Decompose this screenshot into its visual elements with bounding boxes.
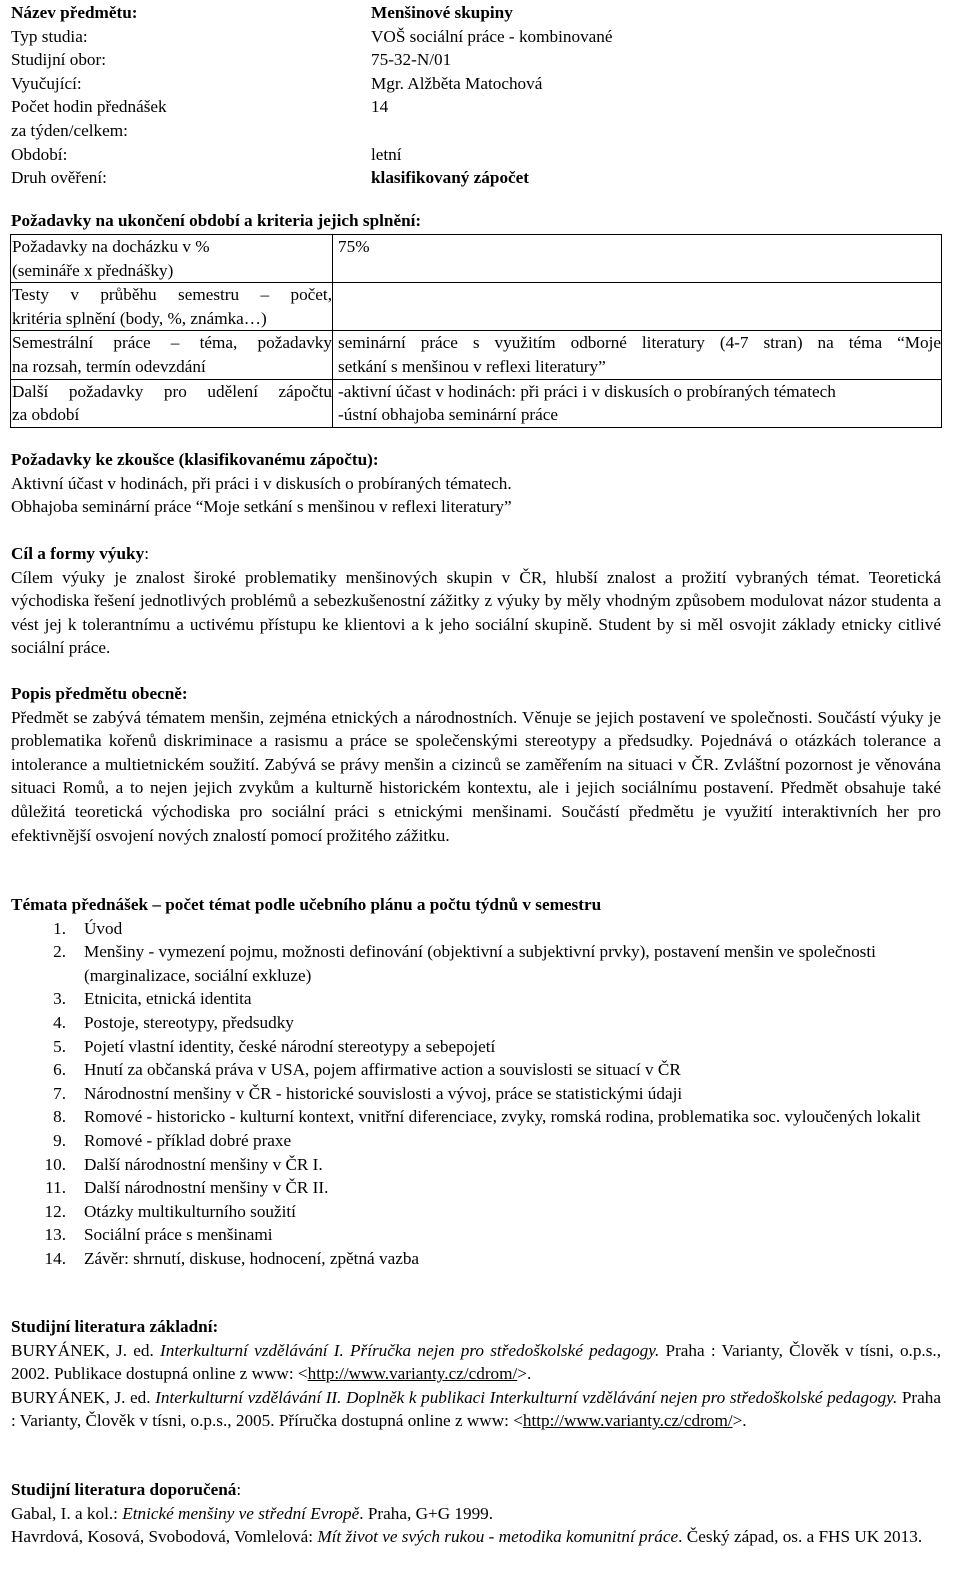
requirements-table	[10, 234, 942, 428]
table-cell-value	[333, 331, 942, 379]
cell-line: Semestrální práce – téma, požadavky	[12, 333, 332, 353]
header-value: VOŠ sociální práce - kombinované	[371, 26, 613, 46]
reference-author: BURYÁNEK, J. ed.	[11, 1340, 161, 1360]
reference	[11, 1502, 941, 1526]
table-cell-label	[11, 235, 333, 283]
header-label: Počet hodin přednášek	[11, 97, 167, 117]
reference-publisher: Praha : Varianty, Člověk v tísni, o.p.s., 2005. Příručka dostupná online z www: <	[11, 1387, 942, 1431]
list-item	[11, 1176, 941, 1200]
list-item	[11, 1153, 941, 1177]
list-item	[11, 1129, 941, 1153]
goal-text: Cílem výuky je znalost široké problematiky menšinových skupin v ČR, hlubší znalost a prožití vybraných témat. Teoretická východiska řešení jednotlivých problémů a sebezkušenostní zážitky z výuky by měly vhodným způsobem modulovat názor studenta a vést jej k tolerantnímu a uctivému přístupu ke klientovi a k jeho sociální skupině. Student by si měl osvojit základy etnicky citlivé sociální práce.	[11, 567, 941, 658]
exam-line: Aktivní účast v hodinách, při práci i v diskusích o probíraných tématech.	[11, 473, 512, 493]
header-value: Menšinové skupiny	[371, 3, 513, 22]
list-number: 2.	[53, 942, 66, 962]
list-text: Úvod	[84, 918, 123, 938]
table-cell-label	[11, 379, 333, 427]
goal-title: Cíl a formy výuky	[11, 544, 145, 563]
goal-colon: :	[144, 544, 149, 563]
reference-author: BURYÁNEK, J. ed.	[11, 1387, 156, 1407]
list-item	[11, 917, 941, 941]
header-label: Druh ověření:	[11, 168, 107, 188]
reference-title: Interkulturní vzdělávání II. Doplněk k publikaci Interkulturní vzdělávání nejen pro středoškolské pedagogy.	[155, 1387, 898, 1407]
course-header	[11, 1, 941, 190]
list-number: 6.	[53, 1060, 66, 1080]
list-number: 12.	[44, 1201, 66, 1221]
list-item	[11, 1035, 941, 1059]
header-label: Studijní obor:	[11, 50, 107, 70]
table-cell-label	[11, 331, 333, 379]
list-number: 5.	[53, 1036, 66, 1056]
list-text: Menšiny - vymezení pojmu, možnosti definování (objektivní a subjektivní prvky), postavení menšin ve společnosti (marginalizace, sociální exkluze)	[84, 942, 876, 985]
recommended-literature-title: Studijní literatura doporučená	[11, 1480, 237, 1499]
list-number: 8.	[53, 1107, 66, 1127]
exam-section	[11, 448, 941, 519]
list-item	[11, 1223, 941, 1247]
header-label: Vyučující:	[11, 73, 82, 93]
list-item	[11, 1105, 941, 1129]
description-text: Předmět se zabývá tématem menšin, zejména etnických a národnostních. Věnuje se jejich postavení ve společnosti. Součástí výuky je problematika kořenů diskriminace a rasismu a práce se společenskými stereotypy a předsudky. Pojednává o otázkách tolerance a intolerance a multietnickém soužití. Zabývá se právy menšin a cizinců se zaměřením na situaci v ČR. Zvláštní pozornost je věnována situaci Romů, a to nejen jejich zvykům a kulturně historickém kontextu, ale i jejich sociálnímu postavení. Předmět obsahuje také důležitá teoretická východiska pro sociální práci s etnickými menšinami. Součástí předmětu je využití interaktivních her pro efektivnější osvojení nových znalostí pomocí prožitého zážitku.	[11, 707, 941, 845]
list-item	[11, 1082, 941, 1106]
topics-section	[11, 893, 941, 1271]
reference	[11, 1525, 941, 1549]
cell-line: -aktivní účast v hodinách: při práci i v diskusích o probíraných tématech	[338, 381, 836, 401]
header-row	[11, 166, 941, 190]
list-text: Romové - historicko - kulturní kontext, vnitřní diferenciace, zvyky, romská rodina, problematika soc. vyloučených lokalit	[84, 1107, 921, 1127]
reference-author: Gabal, I. a kol.:	[11, 1503, 123, 1523]
cell-line: setkání s menšinou v reflexi literatury”	[338, 356, 606, 376]
table-row	[11, 331, 942, 379]
cell-line: (semináře x přednášky)	[12, 260, 174, 280]
list-text: Další národnostní menšiny v ČR I.	[84, 1154, 323, 1174]
header-row	[11, 119, 941, 143]
header-value: letní	[371, 144, 402, 164]
list-number: 14.	[44, 1248, 66, 1268]
list-number: 1.	[53, 918, 66, 938]
list-text: Romové - příklad dobré praxe	[84, 1130, 292, 1150]
reference-link[interactable]: http://www.varianty.cz/cdrom/	[522, 1411, 733, 1431]
table-cell-label	[11, 283, 333, 331]
list-text: Závěr: shrnutí, diskuse, hodnocení, zpětná vazba	[84, 1248, 420, 1268]
reference-publisher: Praha : Varianty, Člověk v tísni, o.p.s., 2002. Publikace dostupná online z www: <	[11, 1340, 942, 1384]
reference	[11, 1386, 941, 1433]
description-section	[11, 682, 941, 847]
list-number: 7.	[53, 1083, 66, 1103]
list-text: Otázky multikulturního soužití	[84, 1201, 296, 1221]
table-cell-value	[333, 235, 942, 283]
table-row	[11, 379, 942, 427]
reference-title: Etnické menšiny ve střední Evropě	[122, 1503, 360, 1523]
reference-author: Havrdová, Kosová, Svobodová, Vomlelová:	[11, 1527, 318, 1547]
reference-title: Interkulturní vzdělávání I. Příručka nejen pro středoškolské pedagogy.	[160, 1340, 660, 1360]
list-number: 11.	[45, 1178, 66, 1198]
list-text: Hnutí za občanská práva v USA, pojem affirmative action a souvislosti se situací v ČR	[84, 1060, 681, 1080]
exam-title: Požadavky ke zkoušce (klasifikovanému zápočtu):	[11, 450, 379, 469]
list-number: 10.	[44, 1154, 66, 1174]
reference-publisher: . Český západ, os. a FHS UK 2013.	[678, 1527, 923, 1547]
topics-list	[11, 917, 941, 1271]
recommended-literature-heading	[11, 1478, 941, 1502]
header-label: Název předmětu:	[11, 3, 138, 22]
list-number: 4.	[53, 1012, 66, 1032]
cell-line: kritéria splnění (body, %, známka…)	[12, 308, 267, 328]
header-value: Mgr. Alžběta Matochová	[371, 73, 543, 93]
header-label: Typ studia:	[11, 26, 88, 46]
list-text: Etnicita, etnická identita	[84, 989, 252, 1009]
cell-line: -ústní obhajoba seminární práce	[338, 405, 559, 425]
reference-publisher: . Praha, G+G 1999.	[359, 1503, 494, 1523]
header-row	[11, 95, 941, 119]
header-row	[11, 25, 941, 49]
exam-line: Obhajoba seminární práce “Moje setkání s menšinou v reflexi literatury”	[11, 497, 512, 517]
list-text: Pojetí vlastní identity, české národní stereotypy a sebepojetí	[84, 1036, 496, 1056]
cell-line: na rozsah, termín odevzdání	[12, 356, 206, 376]
header-value: 14	[371, 97, 389, 117]
topics-title: Témata přednášek – počet témat podle učebního plánu a počtu týdnů v semestru	[11, 895, 602, 914]
list-number: 9.	[53, 1130, 66, 1150]
header-row	[11, 1, 941, 25]
list-text: Sociální práce s menšinami	[84, 1225, 273, 1245]
cell-line: seminární práce s využitím odborné literatury (4-7 stran) na téma “Moje	[338, 333, 941, 353]
reference-end: >.	[517, 1364, 532, 1384]
table-cell-value	[333, 283, 942, 331]
header-value: 75-32-N/01	[371, 50, 452, 70]
heading-colon: :	[236, 1480, 242, 1499]
cell-line: za období	[12, 405, 80, 425]
reference-link[interactable]: http://www.varianty.cz/cdrom/	[307, 1364, 518, 1384]
table-row	[11, 235, 942, 283]
list-item	[11, 1247, 941, 1271]
basic-literature-section	[11, 1315, 941, 1433]
list-text: Další národnostní menšiny v ČR II.	[84, 1178, 329, 1198]
header-row	[11, 48, 941, 72]
header-label: za týden/celkem:	[11, 120, 128, 140]
cell-line: Požadavky na docházku v %	[12, 237, 210, 256]
list-text: Postoje, stereotypy, předsudky	[84, 1012, 294, 1032]
list-item	[11, 1200, 941, 1224]
list-text: Národnostní menšiny v ČR - historické souvislosti a vývoj, práce se statistickými údaji	[84, 1083, 683, 1103]
description-title: Popis předmětu obecně:	[11, 684, 188, 703]
recommended-literature-section	[11, 1478, 941, 1549]
header-label: Období:	[11, 144, 68, 164]
requirements-title: Požadavky na ukončení období a kriteria jejich splnění:	[11, 211, 422, 230]
reference	[11, 1339, 941, 1386]
goal-section	[11, 542, 941, 660]
cell-line: Další požadavky pro udělení zápočtu	[12, 381, 332, 401]
list-item	[11, 940, 941, 987]
reference-title: Mít život ve svých rukou - metodika komunitní práce	[317, 1527, 679, 1547]
list-item	[11, 987, 941, 1011]
table-row	[11, 283, 942, 331]
header-row	[11, 72, 941, 96]
list-number: 3.	[53, 989, 66, 1009]
list-item	[11, 1011, 941, 1035]
table-cell-value	[333, 379, 942, 427]
header-value: klasifikovaný zápočet	[371, 168, 530, 188]
header-row	[11, 143, 941, 167]
basic-literature-title: Studijní literatura základní:	[11, 1317, 219, 1336]
list-number: 13.	[44, 1225, 66, 1245]
cell-line: Testy v průběhu semestru – počet,	[12, 285, 332, 305]
list-item	[11, 1058, 941, 1082]
reference-end: >.	[732, 1411, 747, 1431]
goal-heading	[11, 542, 941, 566]
cell-line: 75%	[338, 237, 370, 256]
